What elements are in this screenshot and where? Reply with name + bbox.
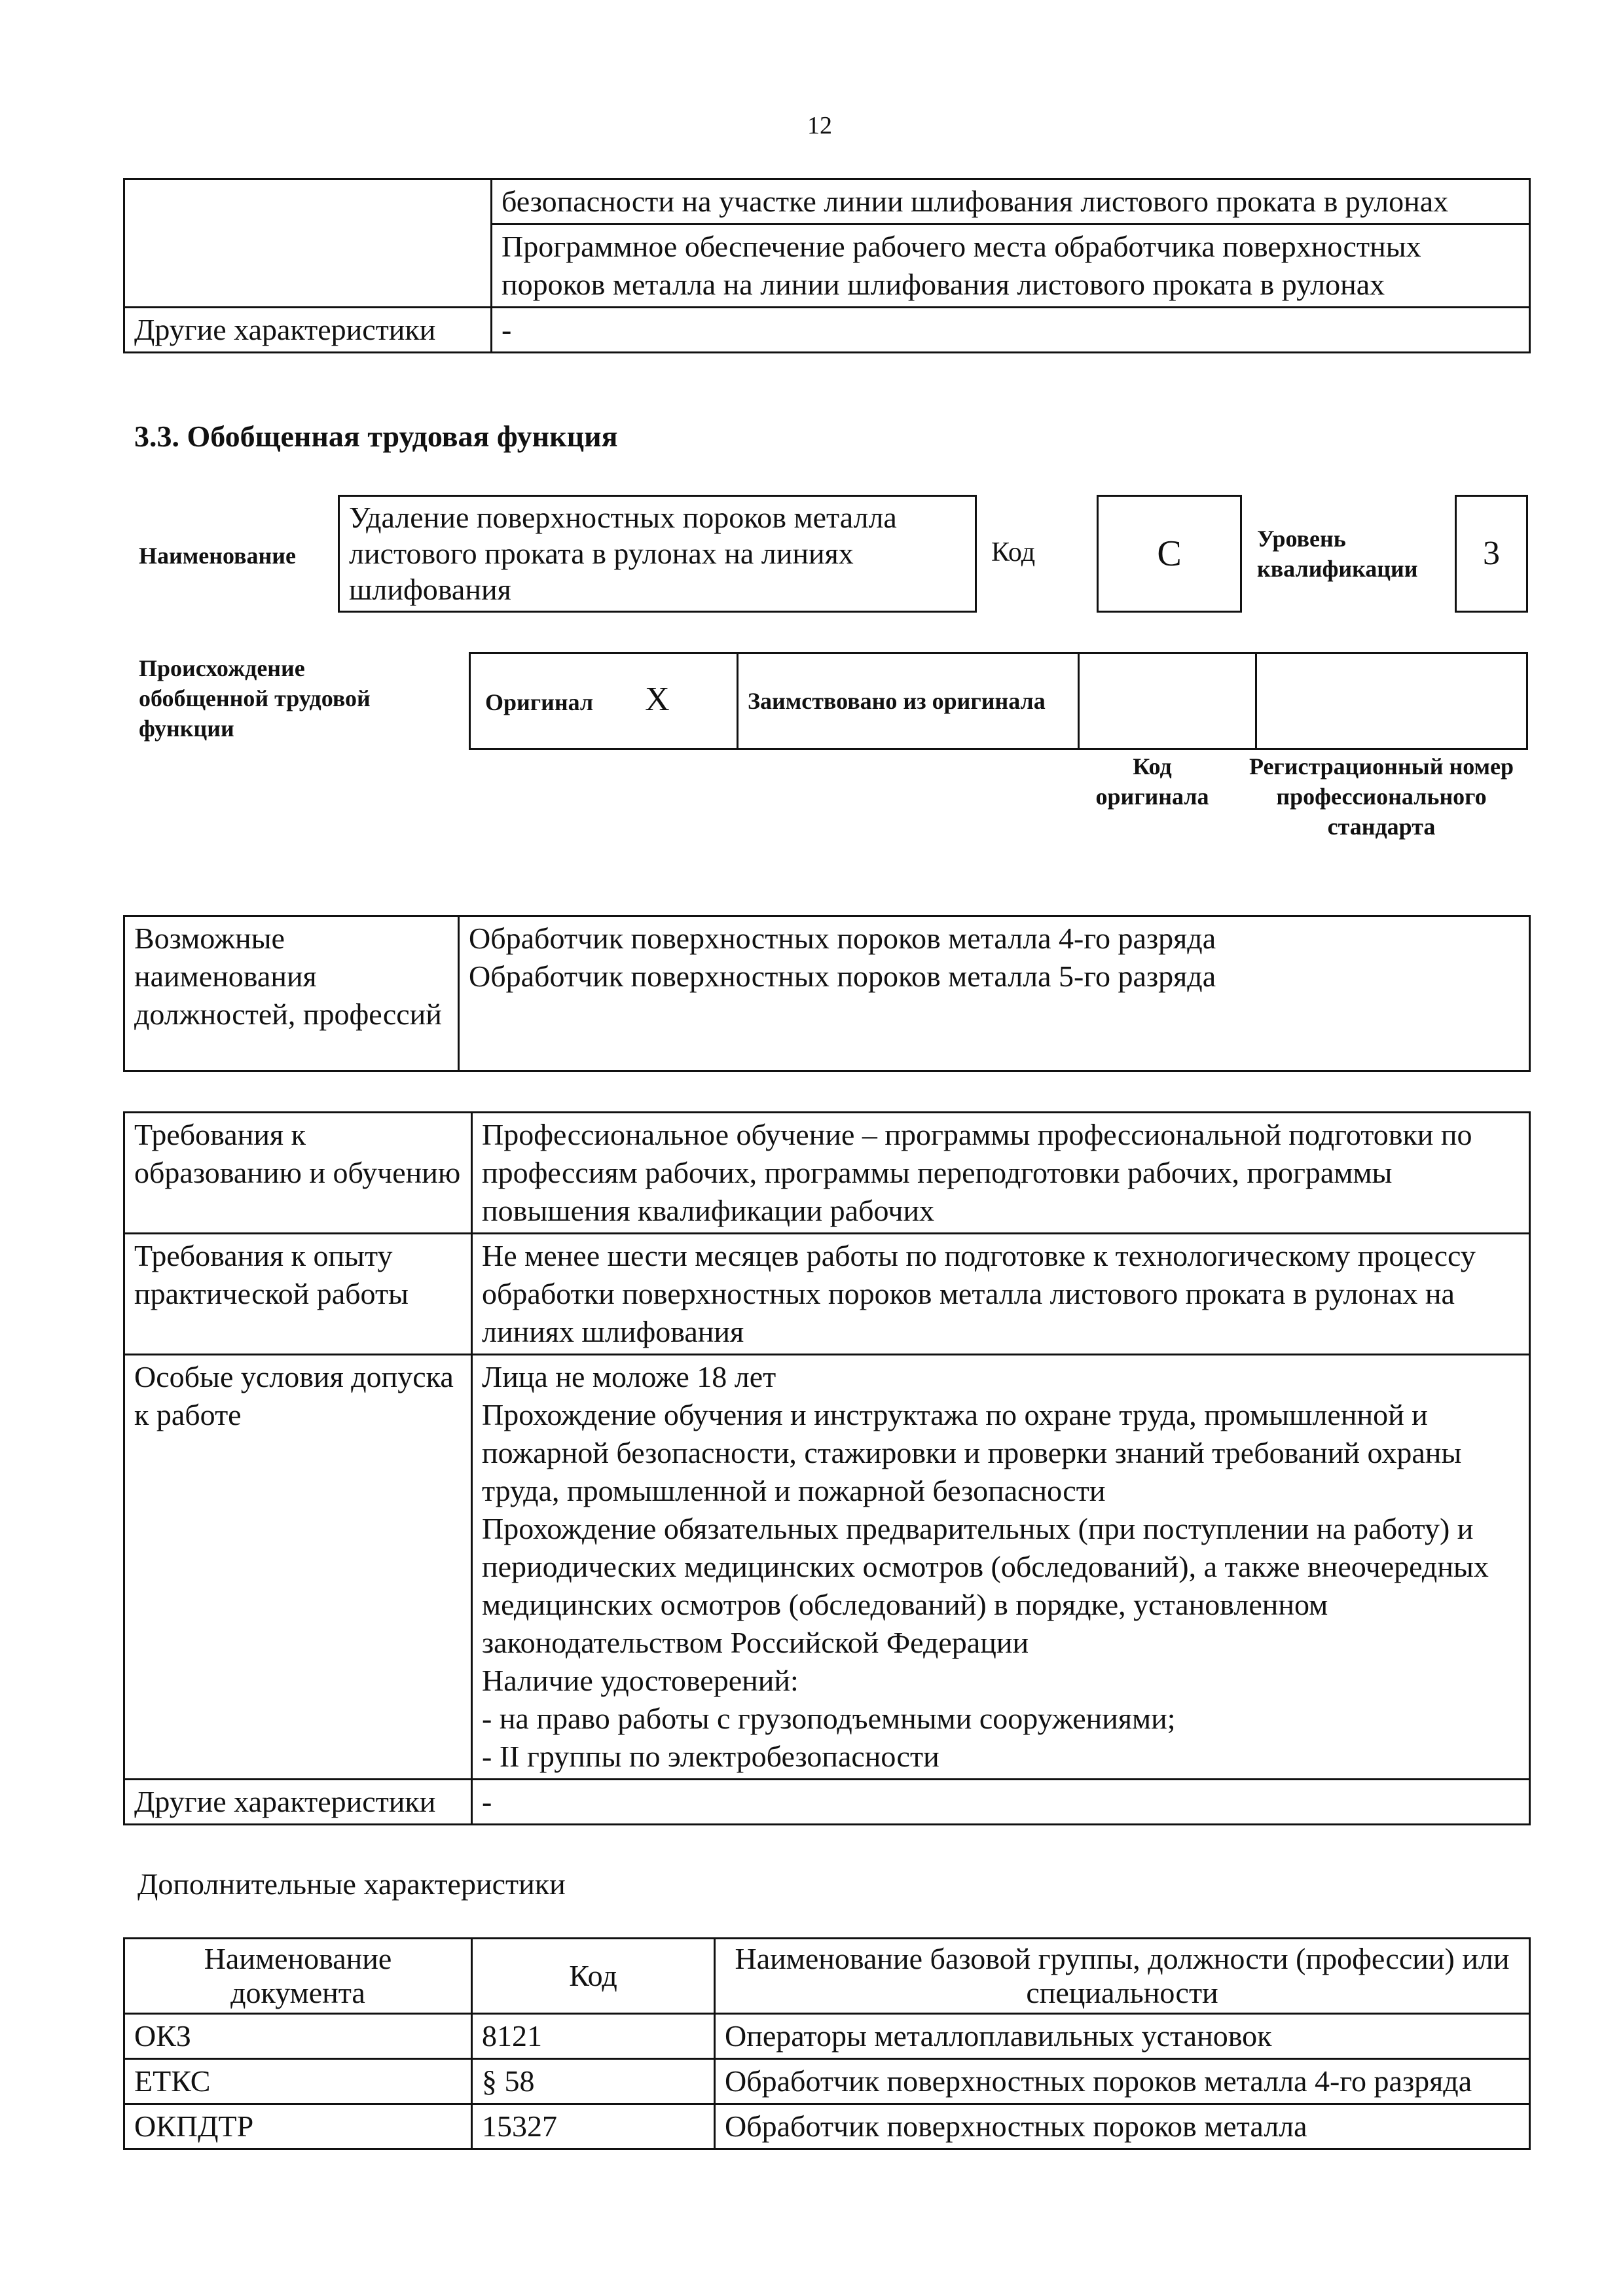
additional-cell: ОКПДТР [124,2104,472,2149]
origin-table [469,652,1528,750]
requirement-line: - II группы по электробезопасности [482,1740,939,1773]
origin-original-mark: X [645,681,670,718]
requirement-label: Требования к образованию и обучению [124,1113,472,1234]
positions-label: Возможные наименования должностей, профессий [124,916,459,1071]
additional-header: Наименование документа [124,1939,472,2014]
additional-cell: 8121 [472,2014,715,2059]
requirement-label: Другие характеристики [124,1780,472,1825]
gtf-name-label: Наименование [139,543,296,569]
gtf-name-box [338,495,977,613]
requirement-value: Профессиональное обучение – программы профессиональной подготовки по профессиям рабочих, программы переподготовки рабочих, программы повышения квалификации рабочих [472,1113,1530,1234]
additional-cell: § 58 [472,2059,715,2104]
position-item: Обработчик поверхностных пороков металла 4-го разряда [469,922,1216,955]
gtf-code-value: С [1157,533,1182,574]
top-table-other-label: Другие характеристики [124,308,492,353]
top-table-other-value: - [492,308,1530,353]
gtf-level-box [1455,495,1528,613]
gtf-code-box [1097,495,1242,613]
gtf-name-value: Удаление поверхностных пороков металла листового проката в рулонах на линиях шлифования [349,501,897,606]
top-table [123,178,1531,353]
requirements-table [123,1111,1531,1825]
origin-borrowed-label: Заимствовано из оригинала [738,653,1079,749]
origin-code-cell [1079,653,1256,749]
top-table-row2: Программное обеспечение рабочего места обработчика поверхностных пороков металла на линии шлифования листового проката в рулонах [492,224,1530,308]
origin-label: Происхождение обобщенной трудовой функции [139,655,371,742]
additional-title: Дополнительные характеристики [137,1867,566,1901]
top-table-row1: безопасности на участке линии шлифования листового проката в рулонах [492,179,1530,224]
requirement-line: Прохождение обязательных предварительных (при поступлении на работу) и периодических медицинских осмотров (обследований), а также внеочередных медицинских осмотров (обследований) в порядке, установленном законодательством Российской Федерации [482,1512,1489,1659]
origin-code-caption: Код оригинала [1095,753,1209,810]
requirement-value: Не менее шести месяцев работы по подготовке к технологическому процессу обработки поверхностных пороков металла листового проката в рулонах на линиях шлифования [472,1234,1530,1355]
additional-header: Код [472,1939,715,2014]
requirement-value: - [472,1780,1530,1825]
additional-cell: ЕТКС [124,2059,472,2104]
requirement-value [472,1355,1530,1780]
additional-header: Наименование базовой группы, должности (профессии) или специальности [715,1939,1530,2014]
requirement-line: - на право работы с грузоподъемными сооружениями; [482,1702,1176,1735]
additional-cell: Обработчик поверхностных пороков металла 4-го разряда [715,2059,1530,2104]
requirement-label: Требования к опыту практической работы [124,1234,472,1355]
requirement-line: Наличие удостоверений: [482,1664,799,1697]
origin-reg-cell [1256,653,1527,749]
positions-value [459,916,1530,1071]
additional-cell: Обработчик поверхностных пороков металла [715,2104,1530,2149]
gtf-code-label: Код [991,537,1036,567]
gtf-level-value: 3 [1483,535,1500,572]
additional-cell: Операторы металлоплавильных установок [715,2014,1530,2059]
origin-reg-caption: Регистрационный номер профессионального стандарта [1249,753,1514,840]
origin-original-label: Оригинал [485,689,594,715]
section-title: 3.3. Обобщенная трудовая функция [134,420,618,453]
gtf-level-label: Уровень квалификации [1257,526,1418,582]
additional-cell: ОКЗ [124,2014,472,2059]
position-item: Обработчик поверхностных пороков металла 5-го разряда [469,960,1216,993]
positions-table [123,915,1531,1072]
origin-original-cell [470,653,738,749]
additional-cell: 15327 [472,2104,715,2149]
requirement-label: Особые условия допуска к работе [124,1355,472,1780]
requirement-line: Прохождение обучения и инструктажа по охране труда, промышленной и пожарной безопасности, стажировки и проверки знаний требований охраны труда, промышленной и пожарной безопасности [482,1398,1462,1507]
page-number: 12 [807,112,832,139]
requirement-line: Лица не моложе 18 лет [482,1360,776,1393]
top-table-empty-cell [124,179,492,308]
additional-table [123,1937,1531,2150]
